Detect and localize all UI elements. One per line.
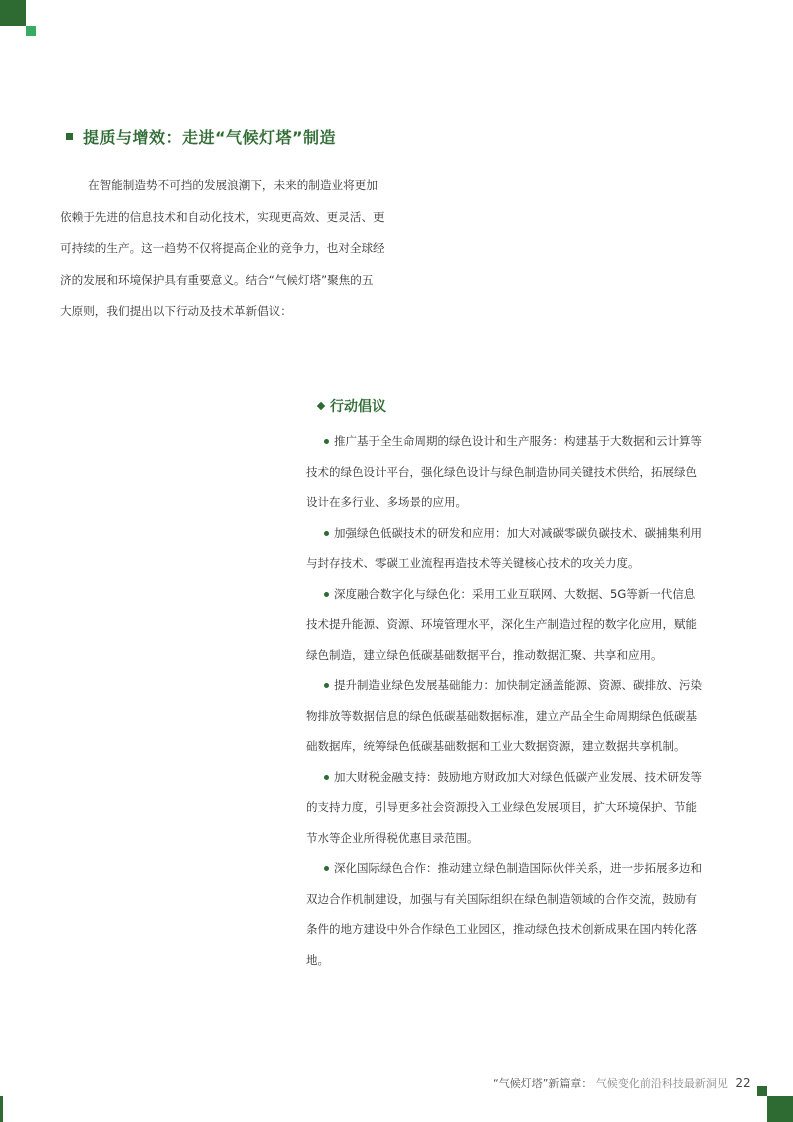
list-item — [306, 581, 726, 673]
dot-bullet-icon — [324, 531, 329, 536]
footer-title: 气候变化前沿科技最新洞见 — [595, 1077, 728, 1090]
square-bullet-icon — [66, 133, 73, 140]
list-item-line: 础数据库，统筹绿色低碳基础数据和工业大数据资源，建立数据共享机制。 — [306, 739, 686, 753]
list-item-line: 提升制造业绿色发展基础能力：加快制定涵盖能源、资源、碳排放、污染 — [334, 678, 702, 692]
intro-line: 在智能制造势不可挡的发展浪潮下，未来的制造业将更加 — [88, 178, 378, 192]
corner-decoration-bottom-right-accent — [757, 1086, 767, 1096]
list-item-line: 的支持力度，引导更多社会资源投入工业绿色发展项目，扩大环境保护、节能 — [306, 800, 697, 814]
intro-line: 可持续的生产。这一趋势不仅将提高企业的竞争力，也对全球经 — [60, 241, 385, 255]
list-item-line: 地。 — [306, 952, 329, 967]
dot-bullet-icon — [324, 683, 329, 688]
list-item-line: 技术的绿色设计平台，强化绿色设计与绿色制造协同关键技术供给，拓展绿色 — [306, 464, 697, 479]
list-item-line: 加强绿色低碳技术的研发和应用：加大对减碳零碳负碳技术、碳捕集利用 — [334, 525, 702, 540]
corner-decoration-top-left-accent — [26, 26, 36, 36]
list-item — [306, 428, 726, 520]
list-item-line: 深化国际绿色合作：推动建立绿色制造国际伙伴关系，进一步拓展多边和 — [334, 861, 702, 875]
dot-bullet-icon — [324, 439, 329, 444]
corner-decoration-top-left — [0, 0, 26, 26]
intro-line: 依赖于先进的信息技术和自动化技术，实现更高效、更灵活、更 — [60, 209, 385, 224]
list-item — [306, 672, 726, 764]
section-heading-text: 提质与增效：走进“气候灯塔”制造 — [83, 128, 337, 147]
initiative-list — [306, 428, 726, 977]
dot-bullet-icon — [324, 592, 329, 597]
corner-decoration-bottom-left — [0, 1096, 3, 1122]
list-item-line: 节水等企业所得税优惠目录范围。 — [306, 830, 479, 845]
dot-bullet-icon — [324, 775, 329, 780]
diamond-bullet-icon — [317, 402, 325, 410]
list-item-line: 物排放等数据信息的绿色低碳基础数据标准，建立产品全生命周期绿色低碳基 — [306, 708, 697, 723]
list-item-line: 加大财税金融支持：鼓励地方财政加大对绿色低碳产业发展、技术研发等 — [334, 769, 702, 784]
dot-bullet-icon — [324, 866, 329, 871]
action-initiative-heading — [318, 396, 386, 416]
corner-decoration-bottom-right — [767, 1096, 793, 1122]
footer-series: “气候灯塔”新篇章： — [493, 1077, 593, 1090]
list-item-line: 深度融合数字化与绿色化：采用工业互联网、大数据、5G等新一代信息 — [334, 586, 696, 601]
intro-line: 大原则，我们提出以下行动及技术革新倡议： — [60, 304, 292, 318]
list-item-line: 双边合作机制建设，加强与有关国际组织在绿色制造领域的合作交流，鼓励有 — [306, 891, 697, 906]
list-item-line: 技术提升能源、资源、环境管理水平，深化生产制造过程的数字化应用，赋能 — [306, 617, 697, 631]
page-footer — [493, 1075, 751, 1091]
list-item-line: 推广基于全生命周期的绿色设计和生产服务：构建基于大数据和云计算等 — [334, 434, 702, 448]
intro-paragraph — [60, 172, 385, 330]
intro-line: 济的发展和环境保护具有重要意义。结合“气候灯塔”聚焦的五 — [60, 272, 374, 287]
list-item — [306, 855, 726, 977]
list-item-line: 绿色制造，建立绿色低碳基础数据平台，推动数据汇聚、共享和应用。 — [306, 647, 663, 662]
list-item — [306, 520, 726, 581]
list-item — [306, 764, 726, 856]
page-number: 22 — [735, 1076, 751, 1090]
list-item-line: 条件的地方建设中外合作绿色工业园区，推动绿色技术创新成果在国内转化落 — [306, 922, 697, 936]
action-initiative-heading-text: 行动倡议 — [330, 399, 386, 415]
list-item-line: 与封存技术、零碳工业流程再造技术等关键核心技术的攻关力度。 — [306, 556, 640, 570]
section-heading — [66, 125, 336, 148]
list-item-line: 设计在多行业、多场景的应用。 — [306, 495, 467, 509]
